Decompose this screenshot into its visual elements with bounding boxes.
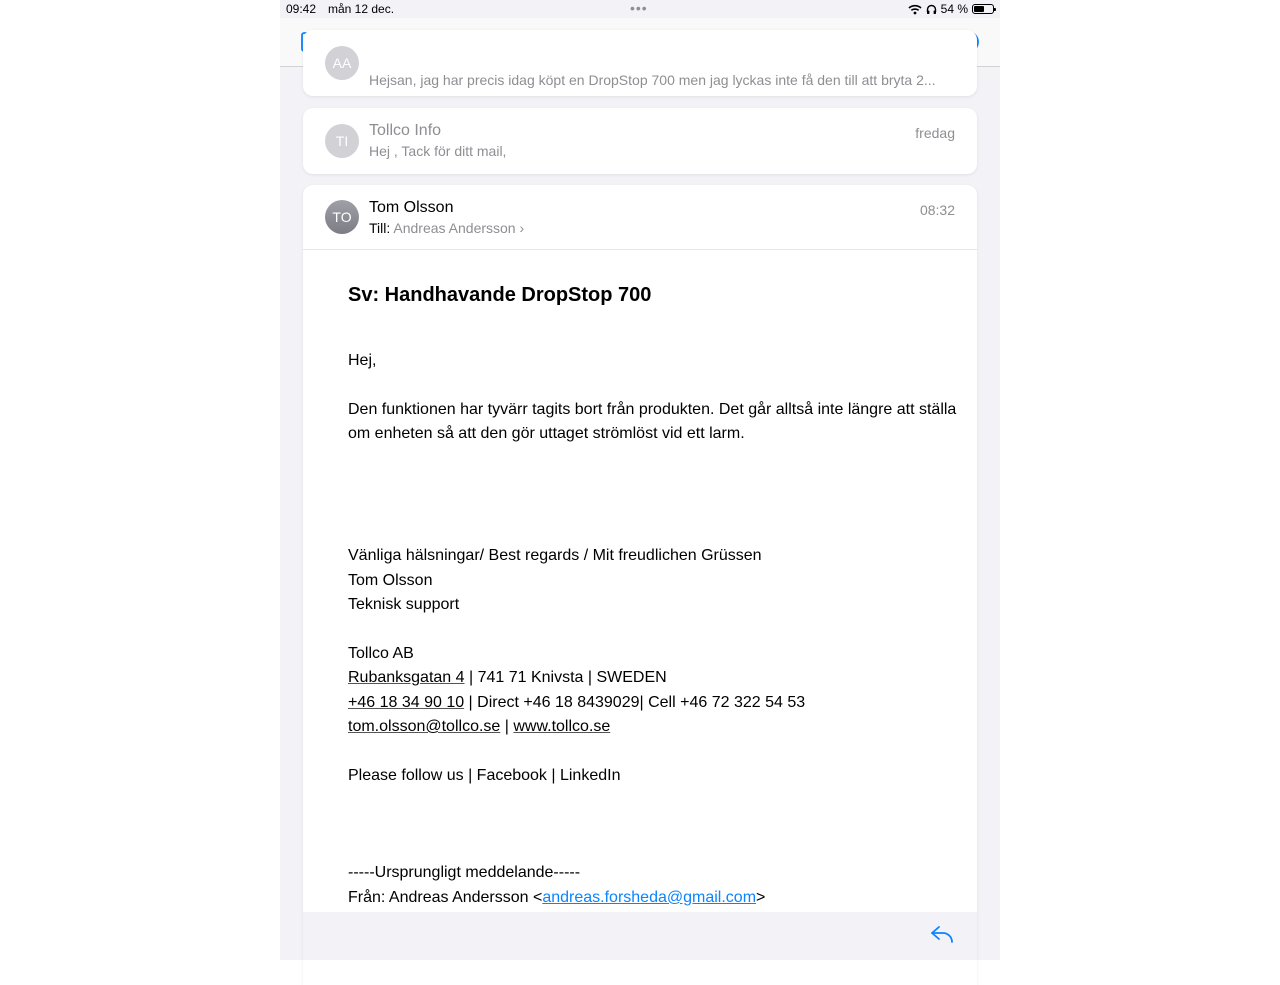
company-phones: +46 18 34 90 10 | Direct +46 18 8439029| Cell +46 72 322 54 53 (348, 693, 806, 711)
mail-app-screen (280, 0, 1000, 960)
contact-links: tom.olsson@tollco.se | www.tollco.se (348, 718, 611, 736)
email-link[interactable]: tom.olsson@tollco.se (348, 718, 501, 736)
message-subject: Sv: Handhavande DropStop 700 (348, 284, 652, 306)
conversation-thread (280, 55, 1000, 912)
status-time: 09:42 (286, 2, 317, 16)
company-name: Tollco AB (348, 644, 414, 662)
header-divider (303, 249, 977, 250)
body-paragraph-line: Den funktionen har tyvärr tagits bort från produkten. Det går alltså inte längre att ställa (348, 400, 957, 418)
status-bar (280, 0, 1000, 18)
headphones-icon (926, 4, 937, 15)
thread-message-collapsed[interactable] (303, 30, 977, 96)
address-street-link[interactable]: Rubanksgatan 4 (348, 669, 465, 687)
thread-message-collapsed[interactable] (303, 108, 977, 174)
chevron-right-icon: › (519, 220, 525, 236)
greeting: Hej, (348, 352, 377, 369)
reply-icon (929, 921, 955, 947)
quick-reply-button[interactable] (927, 920, 957, 948)
follow-us: Please follow us | Facebook | LinkedIn (348, 766, 621, 784)
body-paragraph-line: om enheten så att den gör uttaget strömlöst vid ett larm. (348, 425, 745, 443)
avatar: TO (325, 200, 359, 234)
website-link[interactable]: www.tollco.se (513, 718, 611, 736)
message-sender[interactable]: Tom Olsson (369, 199, 454, 216)
status-date: mån 12 dec. (328, 2, 395, 16)
to-label: Till: (369, 220, 391, 236)
from-email-link[interactable]: andreas.forsheda@gmail.com (542, 888, 757, 906)
message-preview: Hej , Tack för ditt mail, (369, 143, 507, 159)
battery-icon (972, 4, 994, 14)
recipients-row[interactable] (369, 220, 524, 236)
company-address: Rubanksgatan 4 | 741 71 Knivsta | SWEDEN (348, 669, 667, 687)
avatar: AA (325, 46, 359, 80)
battery-fill (974, 6, 984, 12)
recipient-name[interactable]: Andreas Andersson (393, 220, 516, 236)
multitasking-dots-icon[interactable]: ••• (630, 0, 648, 16)
avatar: TI (325, 124, 359, 158)
message-sender: Tollco Info (369, 122, 442, 139)
status-indicators (908, 2, 994, 16)
message-body[interactable] (348, 349, 978, 910)
signature-name: Tom Olsson (348, 571, 433, 589)
original-from-line: Från: Andreas Andersson <andreas.forsheda@gmail.com> (348, 888, 766, 906)
regards: Vänliga hälsningar/ Best regards / Mit freudlichen Grüssen (348, 547, 762, 565)
wifi-icon (908, 4, 922, 15)
original-message-header: -----Ursprungligt meddelande----- (348, 864, 581, 882)
battery-percent: 54 % (940, 2, 968, 16)
open-message (303, 185, 977, 985)
bottom-action-bar (303, 912, 977, 960)
signature-title: Teknisk support (348, 596, 460, 614)
message-date: fredag (915, 125, 955, 141)
message-preview: Hejsan, jag har precis idag köpt en DropStop 700 men jag lyckas inte få den till att bryta 2... (369, 72, 936, 88)
message-time: 08:32 (919, 202, 955, 218)
phone-link[interactable]: +46 18 34 90 10 (348, 693, 465, 711)
